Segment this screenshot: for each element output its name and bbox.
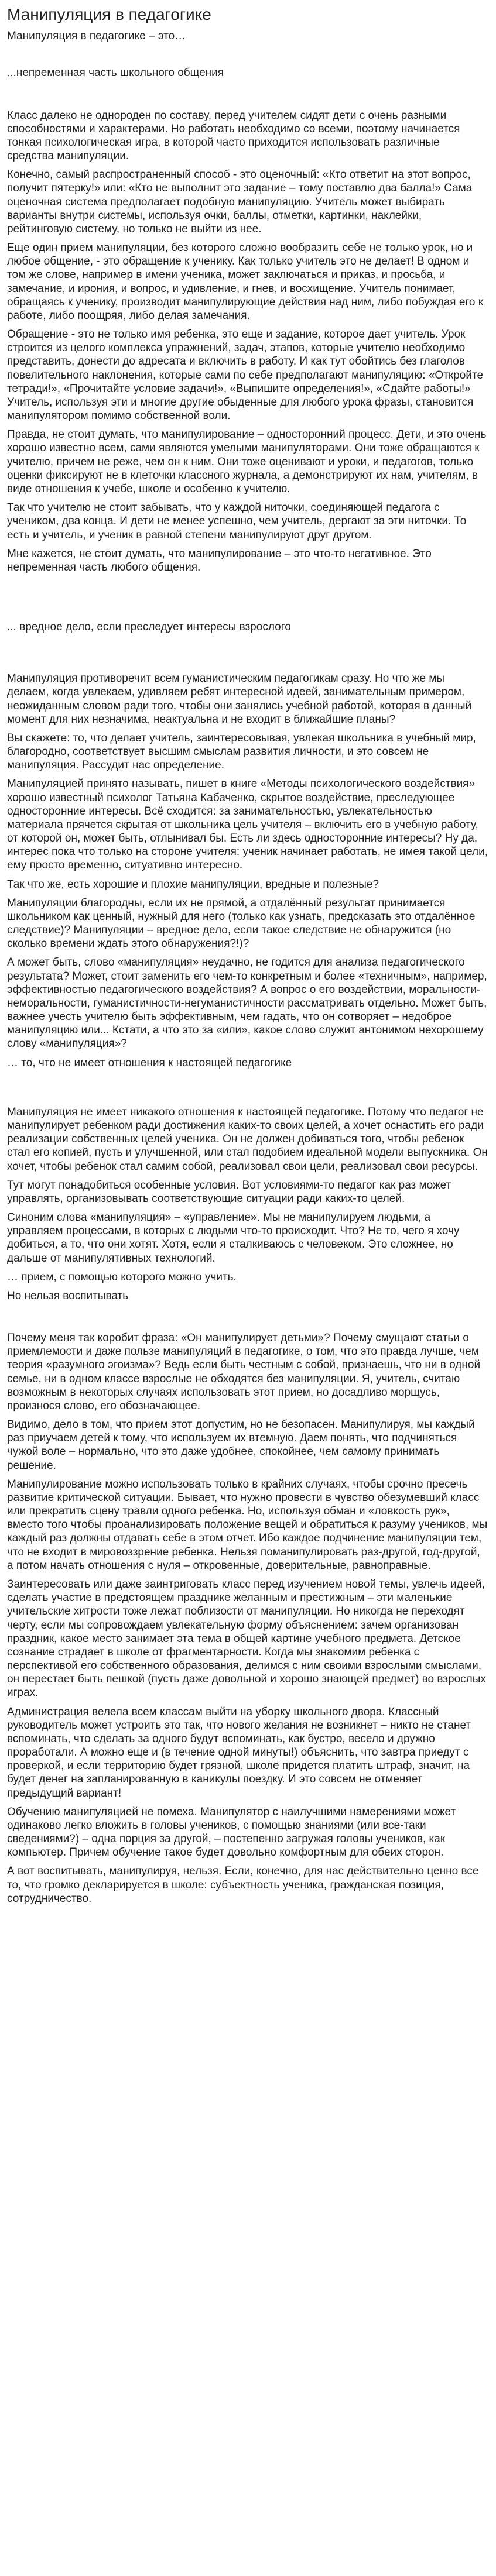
paragraph: Видимо, дело в том, что прием этот допустим, но не безопасен. Манипулируя, мы каждый раз приучаем детей к тому, что используем их втемную. Даем понять, что подчиняться чужой воле – нормально, что это даже удобнее, спокойнее, чем самому принимать решение.	[7, 1418, 475, 1472]
paragraph: Манипуляции благородны, если их не прямой, а отдалённый результат принимается школьником как ценный, нужный для него (только как узнать, предсказать это отдалённое следствие)? Манипуляции – вредное дело, если такое следствие не обнаружится (но сколько времени ждать этого обнаружения?!)?	[7, 897, 476, 950]
page-title: Манипуляция в педагогике	[7, 5, 211, 23]
paragraph: Конечно, самый распространенный способ - это оценочный: «Кто ответит на этот вопрос, получит пятерку!» или: «Кто не выполнит это задание – тому поставлю два балла!» Сама оценочная система предполагает подобную манипуляцию. Учитель может выбирать варианты внутри системы, используя очки, баллы, отметки, картинки, наклейки, рейтинговую систему, но только не выйти из нее.	[7, 169, 473, 235]
paragraph: Заинтересовать или даже заинтриговать класс перед изучением новой темы, увлечь идеей, сделать участие в предстоящем празднике желанным и престижным – эти маленькие учительские хитрости тоже лежат поблизости от манипуляции. Но никогда не переходят черту, если мы сопровождаем увлекательную форму объяснением: зачем организован праздник, какое место занимает эта тема в общей картине учебного предмета. Детское сознание страдает в школе от фрагментарности. Когда мы знакомим ребенка с перспективой его собственного образования, делимся с ним своими взрослыми смыслами, он перестает быть пешкой (пусть даже довольной и хорошо знающей предмет) во взрослых играх.	[7, 1578, 486, 1699]
paragraph: Так что же, есть хорошие и плохие манипуляции, вредные и полезные?	[7, 878, 379, 891]
section-heading: … прием, с помощью которого можно учить.	[7, 1270, 237, 1283]
paragraph: Обращение - это не только имя ребенка, это еще и задание, которое дает учитель. Урок строится из целого комплекса упражнений, задач, этапов, которые учителю необходимо представить, донести до адресата и включить в работу. И как тут обойтись без глаголов повелительного наклонения, которые сами по себе предполагают манипуляцию: «Откройте тетради!», «Прочитайте условие задачи!», «Выпишите определения!», «Сдайте работы!» Учитель, используя эти и многие другие обыденные для любого урока фразы, становится манипулятором помимо собственной воли.	[7, 328, 484, 423]
section-heading: ...непременная часть школьного общения	[7, 67, 224, 80]
section-heading: Но нельзя воспитывать	[7, 1289, 129, 1302]
paragraph: Манипулирование можно использовать только в крайних случаях, чтобы срочно пресечь развитие критической ситуации. Бывает, что нужно провести в чувство обезумевший класс или прекратить сцену травли одного ребенка. Но, используя обман и «ловкость рук», вместо того чтобы проанализировать положение вещей и обратиться к разуму учеников, мы каждый раз должны отдавать себе в этом отчет. Ибо каждое подчинение манипуляции тем, что не входит в мировоззрение ребенка. Нельзя поманипулировать раз-другой, год-другой, а потом начать отношения с нуля – откровенные, доверительные, равноправные.	[7, 1478, 488, 1572]
paragraph: Вы скажете: то, что делает учитель, заинтересовывая, увлекая школьника в учебный мир, благородно, соответствует высшим смыслам развития личности, и это совсем не манипуляция. Рассудит нас определение.	[7, 731, 476, 772]
paragraph: Мне кажется, не стоит думать, что манипулирование – это что-то негативное. Это непременная часть любого общения.	[7, 547, 432, 573]
paragraph: Обучению манипуляцией не помеха. Манипулятор с наилучшими намерениями может одинаково легко вложить в головы учеников, с помощью знаниями (или все-таки сведениями?) – одна порция за другой, – постепенно загружая головы учеников, как компьютер. Причем обучение такое будет довольно комфортным для обеих сторон.	[7, 1805, 456, 1859]
paragraph: Тут могут понадобиться особенные условия. Вот условиями-то педагог как раз может управлять, организовывать соответствующие ситуации ради каких-то целей.	[7, 1179, 451, 1205]
paragraph: Синоним слова «манипуляция» – «управление». Мы не манипулируем людьми, а управляем процессами, в которых с людьми что-то происходит. Что? Не то, чего я хочу добиться, а то, что они хотят. Хотя, если я сталкиваюсь с человеком. Это сложнее, но дальше от манипулятивных технологий.	[7, 1211, 460, 1265]
section-heading: … то, что не имеет отношения к настоящей педагогике	[7, 1056, 292, 1069]
paragraph: Манипуляция противоречит всем гуманистическим педагогикам сразу. Но что же мы делаем, когда увлекаем, удивляем ребят интересной идеей, занимательным примером, неожиданным словом ради того, чтобы они занялись учебной работой, которая в данный момент для них незначима, неактуальна и не входит в ближайшие планы?	[7, 672, 472, 726]
article-subtitle: Манипуляция в педагогике – это…	[7, 29, 186, 42]
paragraph: Так что учителю не стоит забывать, что у каждой ниточки, соединяющей педагога с учеником, два конца. И дети не менее успешно, чем учитель, дергают за эти ниточки. То есть и учитель, и ученик в равной степени манипулируют друг другом.	[7, 502, 467, 541]
paragraph: Администрация велела всем классам выйти на уборку школьного двора. Классный руководитель может устроить это так, что нового желания не возникнет – никто не станет вспоминать, что сделать за одного будут вспоминать, как бустро, весело и дружно проработали. А можно еще и (в течение одной минуты!) объяснить, что завтра приедут с проверкой, и если территорию будет грязной, школе придется платить штраф, значит, на будет денег на запланированную в каникулы поездку. И это совсем не отменяет предыдущий вариант!	[7, 1705, 471, 1799]
paragraph: Манипуляция не имеет никакого отношения к настоящей педагогике. Потому что педагог не манипулирует ребенком ради достижения каких-то своих целей, а хочет оснастить его ради реализации собственных целей ученика. Он не должен добиваться того, чтобы ребенок стал его копией, пусть и улучшенной, или стал подобием идеальной модели выпускника. Он хочет, чтобы ребенок стал самим собой, реализовал свои цели, реализовал свои ресурсы.	[7, 1105, 488, 1173]
paragraph: А вот воспитывать, манипулируя, нельзя. Если, конечно, для нас действительно ценно все то, что громко декларируется в школе: субъектность ученика, гражданская позиция, сотрудничество.	[7, 1865, 479, 1905]
paragraph: Правда, не стоит думать, что манипулирование – односторонний процесс. Дети, и это очень хорошо известно всем, сами являются умелыми манипуляторами. Они тоже обращаются к учителю, причем не реже, чем он к ним. Они тоже оценивают и уроки, и педагогов, только оценки фиксируют не в клеточки классного журнала, а демонстрируют их нам, учителям, в виде отношения к учебе, школе и особенно к учителю.	[7, 428, 487, 495]
paragraph: Класс далеко не однороден по составу, перед учителем сидят дети с очень разными способностями и характерами. Но работать необходимо со всеми, поэтому начинается тонкая психологическая игра, в которой часто приходится использовать различные средства манипуляции.	[7, 109, 460, 163]
paragraph: Манипуляцией принято называть, пишет в книге «Методы психологического воздействия» хорошо известный психолог Татьяна Кабаченко, скрытое воздействие, преследующее односторонние интересы. Всё сходится: за занимательностью, увлекательностью материала прячется скрытая от школьника цель учителя – включить его в учебную работу, от которой он, может быть, отлынивал бы. Есть ли здесь односторонние интересы? Ну да, интерес пока что только на стороне учителя: ученик начинает работать, не имея такой цели, ему просто временно, ситуативно интересно.	[7, 778, 488, 872]
paragraph: А может быть, слово «манипуляция» неудачно, не годится для анализа педагогического результата? Может, стоит заменить его чем-то конкретным и более «техничным», например, эффективностью педагогического воздействия? А вопрос о его воздействии, моральности-неморальности, гуманистичности-негуманистичности рассматривать отдельно. Может быть, важнее учесть учителю быть эффективным, чем гадать, что он сотворяет – недоброе манипуляцию или... Кстати, а что это за «или», какое слово служит антонимом нехорошему слову «манипуляция»?	[7, 956, 487, 1050]
paragraph: Почему меня так коробит фраза: «Он манипулирует детьми»? Почему смущают статьи о приемлемости и даже пользе манипуляций в педагогике, о том, что это правда лучше, чем теория «разумного эгоизма»? Ведь если быть честным с собой, признаешь, что ни в одной семье, ни в одном классе взрослые не обходятся без манипуляции. Я, учитель, считаю возможным в некоторых случаях использовать этот прием, но досадливо морщусь, произнося слово, его обозначающее.	[7, 1332, 481, 1412]
paragraph: Еще один прием манипуляции, без которого сложно вообразить себе не только урок, но и любое общение, - это обращение к ученику. Как только учитель это не делает! В одном и том же слове, например в имени ученика, может заключаться и приказ, и просьба, и замечание, и ирония, и вопрос, и удивление, и гнев, и восхищение. Учитель понимает, обращаясь к ученику, производит манипулирующие действия над ним, либо побуждая его к работе, либо поощряя, либо делая замечания.	[7, 242, 484, 322]
section-heading: ... вредное дело, если преследует интересы взрослого	[7, 621, 291, 634]
